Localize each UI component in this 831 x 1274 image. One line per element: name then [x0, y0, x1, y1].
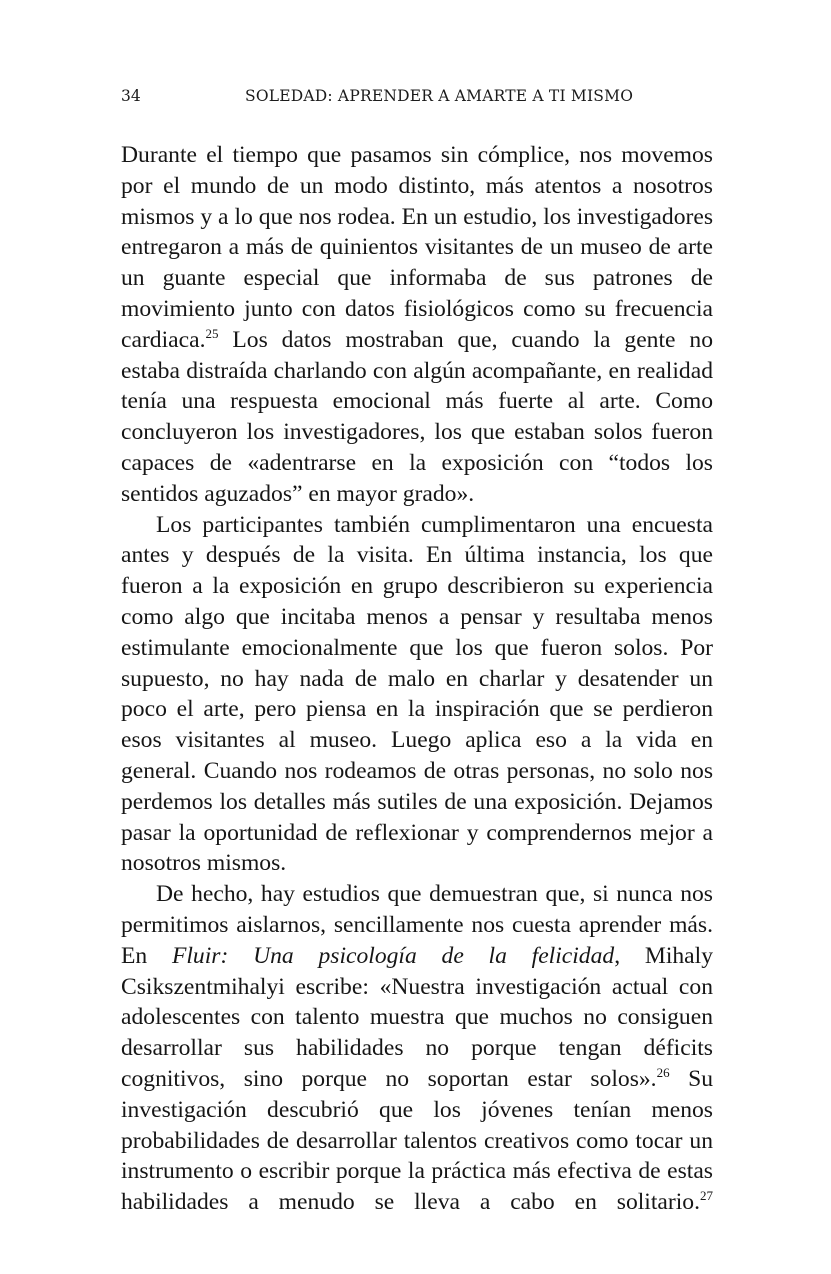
footnote-ref-26: 26 [656, 1064, 670, 1080]
paragraph-1 [121, 140, 713, 510]
paragraph-3-text-c: Su investigación descubrió que los jóvenes tenían menos probabilidades de desarrollar talentos creativos como tocar un instrumento o escribir porque la práctica más efectiva de estas habilidades a menudo se lleva a cabo en solitario. [121, 1065, 713, 1216]
book-title-italic: Fluir: Una psicología de la felicidad [171, 942, 615, 969]
page-number: 34 [121, 87, 141, 105]
paragraph-2 [121, 510, 713, 880]
paragraph-3 [121, 879, 713, 1218]
body-text [121, 140, 713, 1218]
paragraph-3-text-a: De hecho, hay estudios que demuestran que, si nunca nos permitimos aislarnos, sencillamente nos cuesta aprender más. En [121, 881, 713, 969]
footnote-ref-27: 27 [700, 1188, 713, 1204]
running-header [121, 87, 713, 111]
footnote-ref-25: 25 [205, 325, 219, 341]
paragraph-1-text-a: Durante el tiempo que pasamos sin cómplice, nos movemos por el mundo de un modo distinto, más atentos a nosotros mismos y a lo que nos rodea. En un estudio, los investigadores entregaron a más de quinientos visitantes de un museo de arte un guante especial que informaba de sus patrones de movimiento junto con datos fisiológicos como su frecuencia cardiaca. [121, 142, 713, 353]
paragraph-3-text-b: , Mihaly Csikszentmihalyi escribe: «Nuestra investigación actual con adolescentes con talento muestra que muchos no consiguen desarrollar sus habilidades no porque tengan déficits cognitivos, sino porque no soportan estar solos». [121, 942, 714, 1092]
paragraph-1-text-b: Los datos mostraban que, cuando la gente no estaba distraída charlando con algún acompañante, en realidad tenía una respuesta emocional más fuerte al arte. Como concluyeron los investigadores, los que estaban solos fueron capaces de «adentrarse en la exposición con “todos los sentidos aguzados” en mayor grado». [121, 326, 713, 507]
paragraph-2-text: Los participantes también cumplimentaron una encuesta antes y después de la visita. En última instancia, los que fueron a la exposición en grupo describieron su experiencia como algo que incitaba menos a pensar y resultaba menos estimulante emocionalmente que los que fueron solos. Por supuesto, no hay nada de malo en charlar y desatender un poco el arte, pero piensa en la inspiración que se perdieron esos visitantes al museo. Luego aplica eso a la vida en general. Cuando nos rodeamos de otras personas, no solo nos perdemos los detalles más sutiles de una exposición. Dejamos pasar la oportunidad de reflexionar y comprendernos mejor a nosotros mismos. [121, 511, 713, 877]
running-title: SOLEDAD: APRENDER A AMARTE A TI MISMO [245, 87, 634, 105]
